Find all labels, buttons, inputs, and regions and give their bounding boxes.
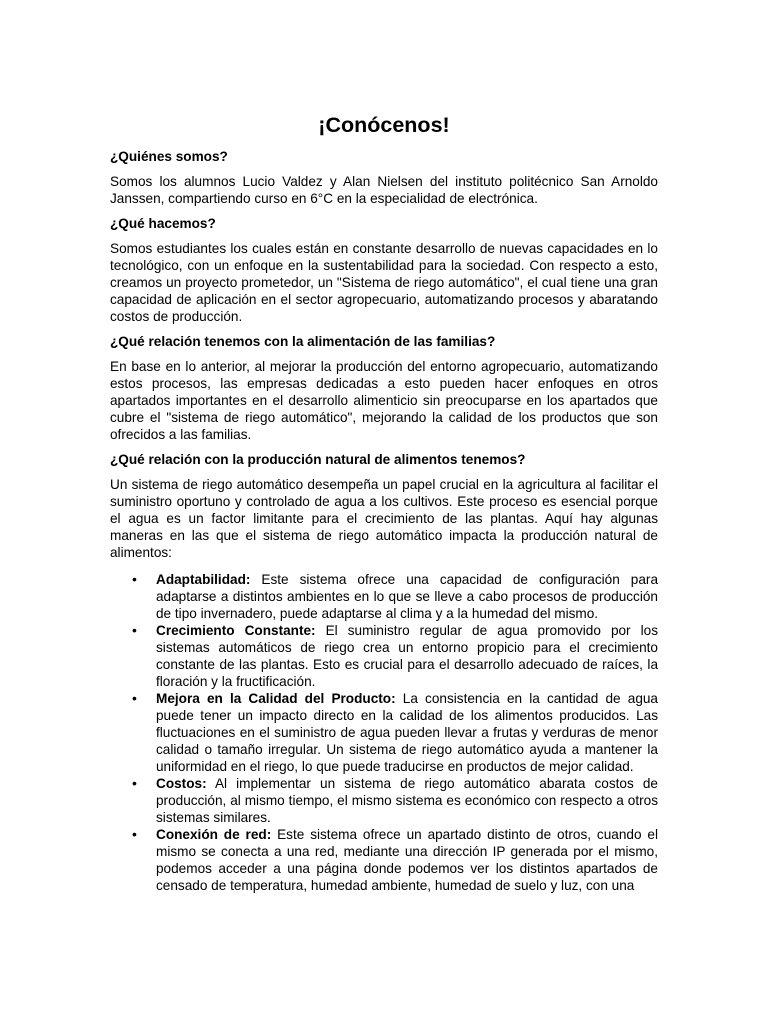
section-text-quienes-somos: Somos los alumnos Lucio Valdez y Alan Nielsen del instituto politécnico San Arnoldo Janssen, compartiendo curso en 6°C en la especialidad de electrónica. (110, 174, 658, 206)
section-heading-quienes-somos: ¿Quiénes somos? (110, 149, 228, 164)
list-item-text: El suministro regular de agua promovido por los sistemas automáticos de riego crea un entorno propicio para el crecimiento constante de las plantas. Esto es crucial para el desarrollo adecuado de raíces, la floración y la fructificación. (156, 623, 658, 689)
bullet-icon: • (132, 826, 137, 842)
section-heading-alimentacion-familias: ¿Qué relación tenemos con la alimentación de las familias? (110, 334, 496, 349)
list-item-label: Crecimiento Constante: (156, 623, 316, 638)
bullet-icon: • (132, 571, 137, 587)
document-page (110, 112, 658, 894)
benefits-list (110, 571, 658, 894)
list-item-crecimiento-constante (110, 622, 658, 690)
list-item-text: Este sistema ofrece un apartado distinto de otros, cuando el mismo se conecta a una red, mediante una dirección IP generada por el mismo, podemos acceder a una página donde podemos ver los distintos apartados de censado de temperatura, humedad ambiente, humedad de suelo y luz, con una (156, 827, 658, 893)
list-item-label: Mejora en la Calidad del Producto: (156, 691, 396, 706)
section-text-produccion-natural: Un sistema de riego automático desempeña un papel crucial en la agricultura al facilitar el suministro oportuno y controlado de agua a los cultivos. Este proceso es esencial porque el agua es un factor limitante para el crecimiento de las plantas. Aquí hay algunas maneras en las que el sistema de riego automático impacta la producción natural de alimentos: (110, 477, 658, 560)
list-item-text: La consistencia en la cantidad de agua puede tener un impacto directo en la calidad de los alimentos producidos. Las fluctuaciones en el suministro de agua pueden llevar a frutas y verduras de menor calidad o tamaño irregular. Un sistema de riego automático ayuda a mantener la uniformidad en el riego, lo que puede traducirse en productos de mejor calidad. (156, 691, 658, 774)
list-item-label: Conexión de red: (156, 827, 272, 842)
list-item-conexion-red (110, 826, 658, 894)
list-item-text: Al implementar un sistema de riego automático abarata costos de producción, al mismo tiempo, el mismo sistema es económico con respecto a otros sistemas similares. (156, 776, 658, 825)
list-item-costos (110, 775, 658, 826)
bullet-icon: • (132, 622, 137, 638)
section-heading-produccion-natural: ¿Qué relación con la producción natural de alimentos tenemos? (110, 452, 526, 467)
list-item-text: Este sistema ofrece una capacidad de configuración para adaptarse a distintos ambientes en lo que se lleve a cabo procesos de producción de tipo invernadero, puede adaptarse al clima y a la humedad del mismo. (156, 572, 658, 621)
section-text-que-hacemos: Somos estudiantes los cuales están en constante desarrollo de nuevas capacidades en lo tecnológico, con un enfoque en la sustentabilidad para la sociedad. Con respecto a esto, creamos un proyecto prometedor, un "Sistema de riego automático", el cual tiene una gran capacidad de aplicación en el sector agropecuario, automatizando procesos y abaratando costos de producción. (110, 241, 658, 324)
list-item-label: Costos: (156, 776, 207, 791)
section-heading-que-hacemos: ¿Qué hacemos? (110, 216, 216, 231)
list-item-label: Adaptabilidad: (156, 572, 251, 587)
page-title: ¡Conócenos! (318, 113, 450, 137)
bullet-icon: • (132, 690, 137, 706)
list-item-adaptabilidad (110, 571, 658, 622)
bullet-icon: • (132, 775, 137, 791)
section-text-alimentacion-familias: En base en lo anterior, al mejorar la producción del entorno agropecuario, automatizando estos procesos, las empresas dedicadas a esto pueden hacer enfoques en otros apartados importantes en el desarrollo alimenticio sin preocuparse en los apartados que cubre el "sistema de riego automático", mejorando la calidad de los productos que son ofrecidos a las familias. (110, 359, 658, 442)
list-item-mejora-calidad (110, 690, 658, 775)
